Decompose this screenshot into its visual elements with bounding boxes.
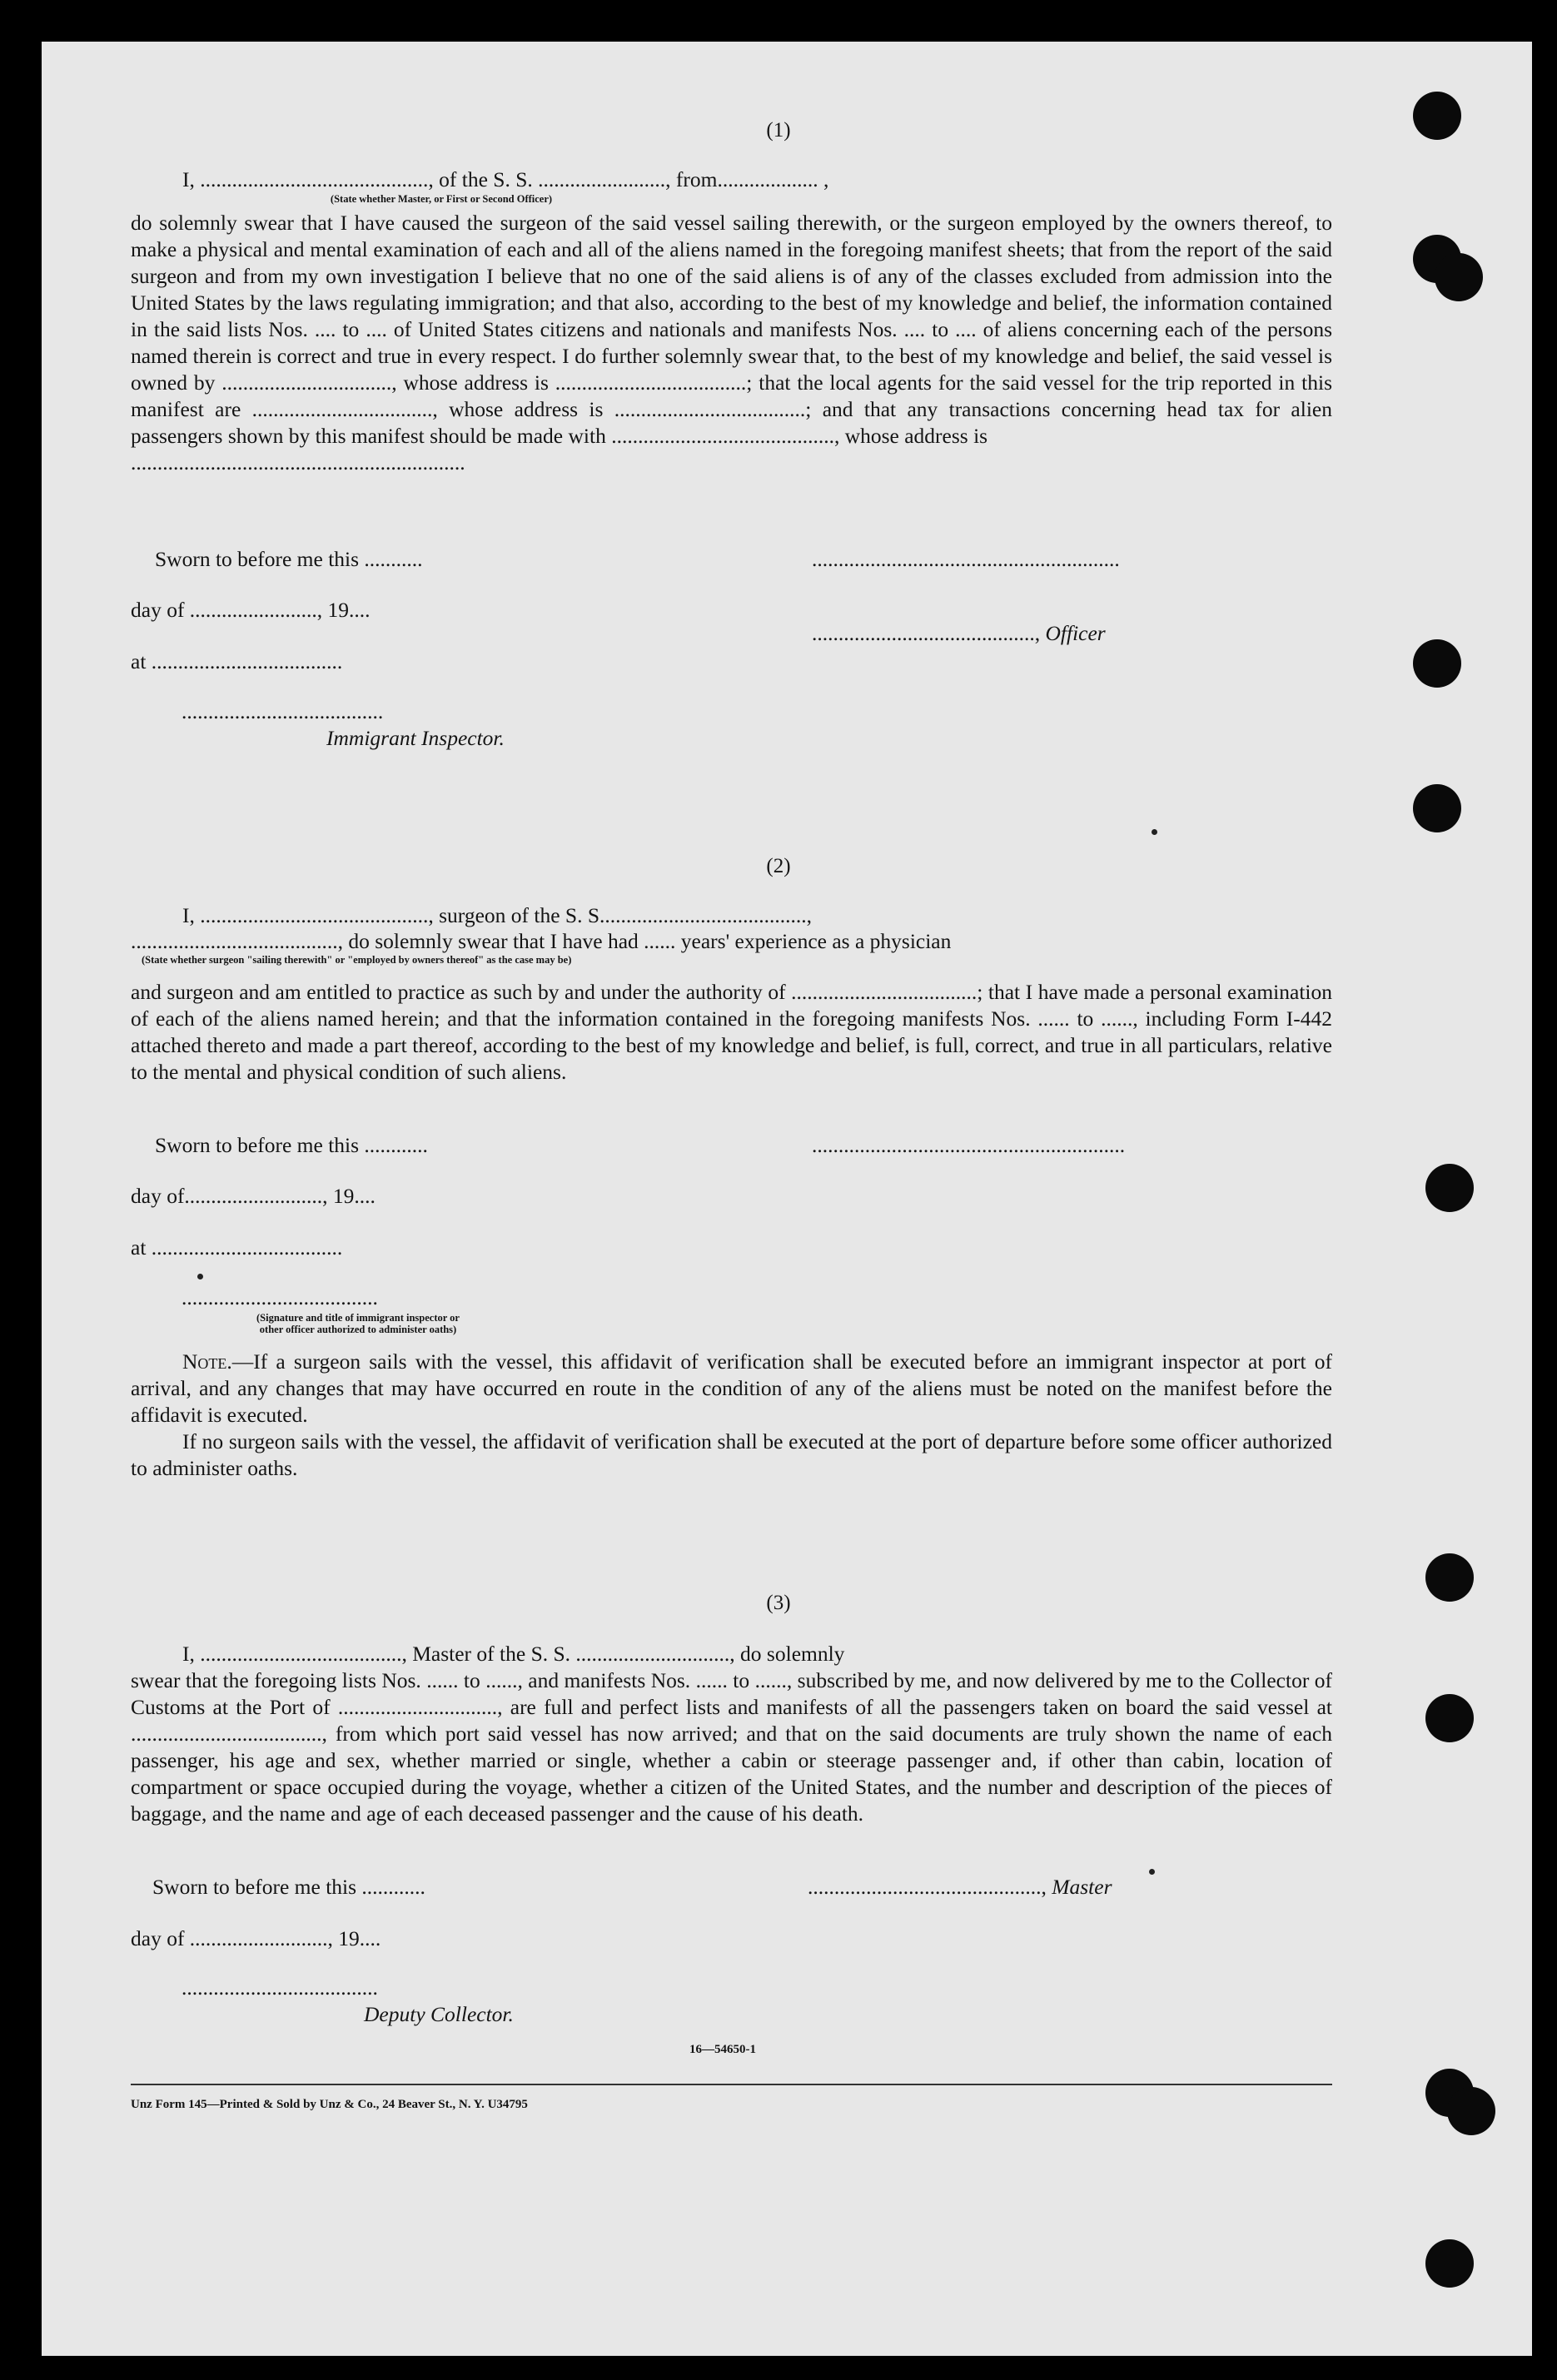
section-1-at: at ....................................	[131, 649, 343, 673]
punch-hole	[1425, 2239, 1474, 2288]
punch-hole	[1425, 2069, 1474, 2117]
speck	[1152, 829, 1157, 835]
section-2-note-2: If no surgeon sails with the vessel, the affidavit of verification shall be executed at the port of departure before some officer authorized to administer oaths.	[131, 1429, 1332, 1480]
section-2-body-block	[131, 979, 1332, 1086]
speck	[1149, 1869, 1155, 1875]
section-3-signature-line: .....................................	[182, 1975, 378, 2000]
section-1-first-line: I, ..........................................., of the S. S. ........................, from................... ,	[182, 167, 829, 191]
section-2-body: and surgeon and am entitled to practice as such by and under the authority of ...................................; that I have made a personal examination of each of the aliens named herein; and that the information contained in the foregoing manifests Nos. ...... to ......, including Form I-442 attached thereto and made a part thereof, according to the best of my knowledge and belief, is full, correct, and true in all particulars, relative to the mental and physical condition of such aliens.	[131, 980, 1332, 1084]
punch-hole	[1425, 1164, 1474, 1212]
speck	[197, 1274, 203, 1279]
section-2-signature-note-1: (Signature and title of immigrant inspector or	[256, 1312, 460, 1324]
section-2-note-block	[131, 1349, 1332, 1482]
section-3-master-label: Master	[1052, 1875, 1112, 1899]
section-3-first-line: I, ......................................, Master of the S. S. ............................., do solemnly	[182, 1642, 845, 1666]
section-1-number: (1)	[766, 119, 791, 142]
section-2-number: (2)	[766, 855, 791, 877]
punch-hole	[1425, 1694, 1474, 1742]
section-2-signature-note-2: other officer authorized to administer oaths)	[259, 1324, 457, 1335]
section-2-right-signature-line: ...........................................................	[812, 1133, 1126, 1157]
section-1-sworn: Sworn to before me this ...........	[155, 547, 423, 571]
section-2-second-line-note: (State whether surgeon "sailing therewith" or "employed by owners thereof" as the case may be)	[142, 954, 572, 966]
section-2-note	[131, 1349, 1332, 1428]
section-2-first-line: I, ..........................................., surgeon of the S. S.......................................,	[182, 903, 813, 927]
section-1-day-of: day of ........................, 19....	[131, 598, 371, 622]
section-3-master-dots: ............................................,	[808, 1875, 1052, 1899]
section-1-body-block	[131, 210, 1332, 476]
section-3-number: (3)	[766, 1592, 791, 1614]
section-3-sworn: Sworn to before me this ............	[152, 1875, 425, 1899]
section-1-inspector-signature-line: ......................................	[182, 699, 384, 723]
punch-hole	[1413, 639, 1461, 688]
punch-hole	[1413, 784, 1461, 832]
section-2-note-text: —If a surgeon sails with the vessel, this affidavit of verification shall be executed before an immigrant inspector at port of arrival, and any changes that may have occurred en route in the condition of any of the aliens must be noted on the manifest before the affidavit is executed.	[131, 1349, 1332, 1427]
section-1-officer-signature-line: ..........................................................	[812, 547, 1120, 571]
section-1-body-end: ...............................................................	[131, 450, 465, 475]
section-1-inspector-title: Immigrant Inspector.	[326, 726, 505, 750]
section-3-deputy-collector-title: Deputy Collector.	[364, 2002, 514, 2026]
section-2-day-of: day of.........................., 19....	[131, 1184, 376, 1208]
section-1-officer-label: Officer	[1045, 621, 1106, 645]
printer-imprint: Unz Form 145—Printed & Sold by Unz & Co., 24 Beaver St., N. Y. U34795	[131, 2098, 528, 2111]
section-2-at: at ....................................	[131, 1235, 343, 1260]
section-2-signature-line: .....................................	[182, 1285, 378, 1309]
section-3-master-line	[808, 1875, 1112, 1900]
section-2-second-line: ......................................., do solemnly swear that I have had ...... years' experience as a physician	[131, 929, 952, 953]
section-1-officer-line	[812, 621, 1106, 646]
form-number: 16—54650-1	[689, 2043, 756, 2056]
section-3-day-of: day of .........................., 19....	[131, 1926, 381, 1950]
footer-rule	[131, 2084, 1332, 2085]
section-2-note-label: Note.	[182, 1349, 232, 1374]
section-1-first-line-note: (State whether Master, or First or Second Officer)	[330, 193, 553, 205]
punch-hole	[1413, 235, 1461, 283]
section-3-body: swear that the foregoing lists Nos. ...... to ......, and manifests Nos. ...... to ......, subscribed by me, and now delivered by me to the Collector of Customs at the Port of .............................., are full and perfect lists and manifests of all the passengers taken on board the said vessel at ...................................., from which port said vessel has now arrived; and that on the said documents are truly shown the name of each passenger, his age and sex, whether married or single, whether a cabin or steerage passenger and, if other than cabin, location of compartment or space occupied during the voyage, whether a citizen of the United States, and the number and description of the pieces of baggage, and the name and age of each deceased passenger and the cause of his death.	[131, 1668, 1332, 1826]
section-3-body-block	[131, 1667, 1332, 1827]
section-2-sworn: Sworn to before me this ............	[155, 1133, 428, 1157]
section-1-body: do solemnly swear that I have caused the surgeon of the said vessel sailing therewith, or the surgeon employed by the owners thereof, to make a physical and mental examination of each and all of the aliens named in the foregoing manifest sheets; that from the report of the said surgeon and from my own investigation I believe that no one of the said aliens is of any of the classes excluded from admission into the United States by the laws regulating immigration; and that also, according to the best of my knowledge and belief, the information contained in the said lists Nos. .... to .... of United States citizens and nationals and manifests Nos. .... to .... of aliens concerning each of the persons named therein is correct and true in every respect. I do further solemnly swear that, to the best of my knowledge and belief, the said vessel is owned by ................................, whose address is ....................................; that the local agents for the said vessel for the trip reported in this manifest are .................................., whose address is ....................................; and that any transactions concerning head tax for alien passengers shown by this manifest should be made with .........................................., whose address is	[131, 211, 1332, 448]
section-1-officer-dots: ..........................................,	[812, 621, 1046, 645]
